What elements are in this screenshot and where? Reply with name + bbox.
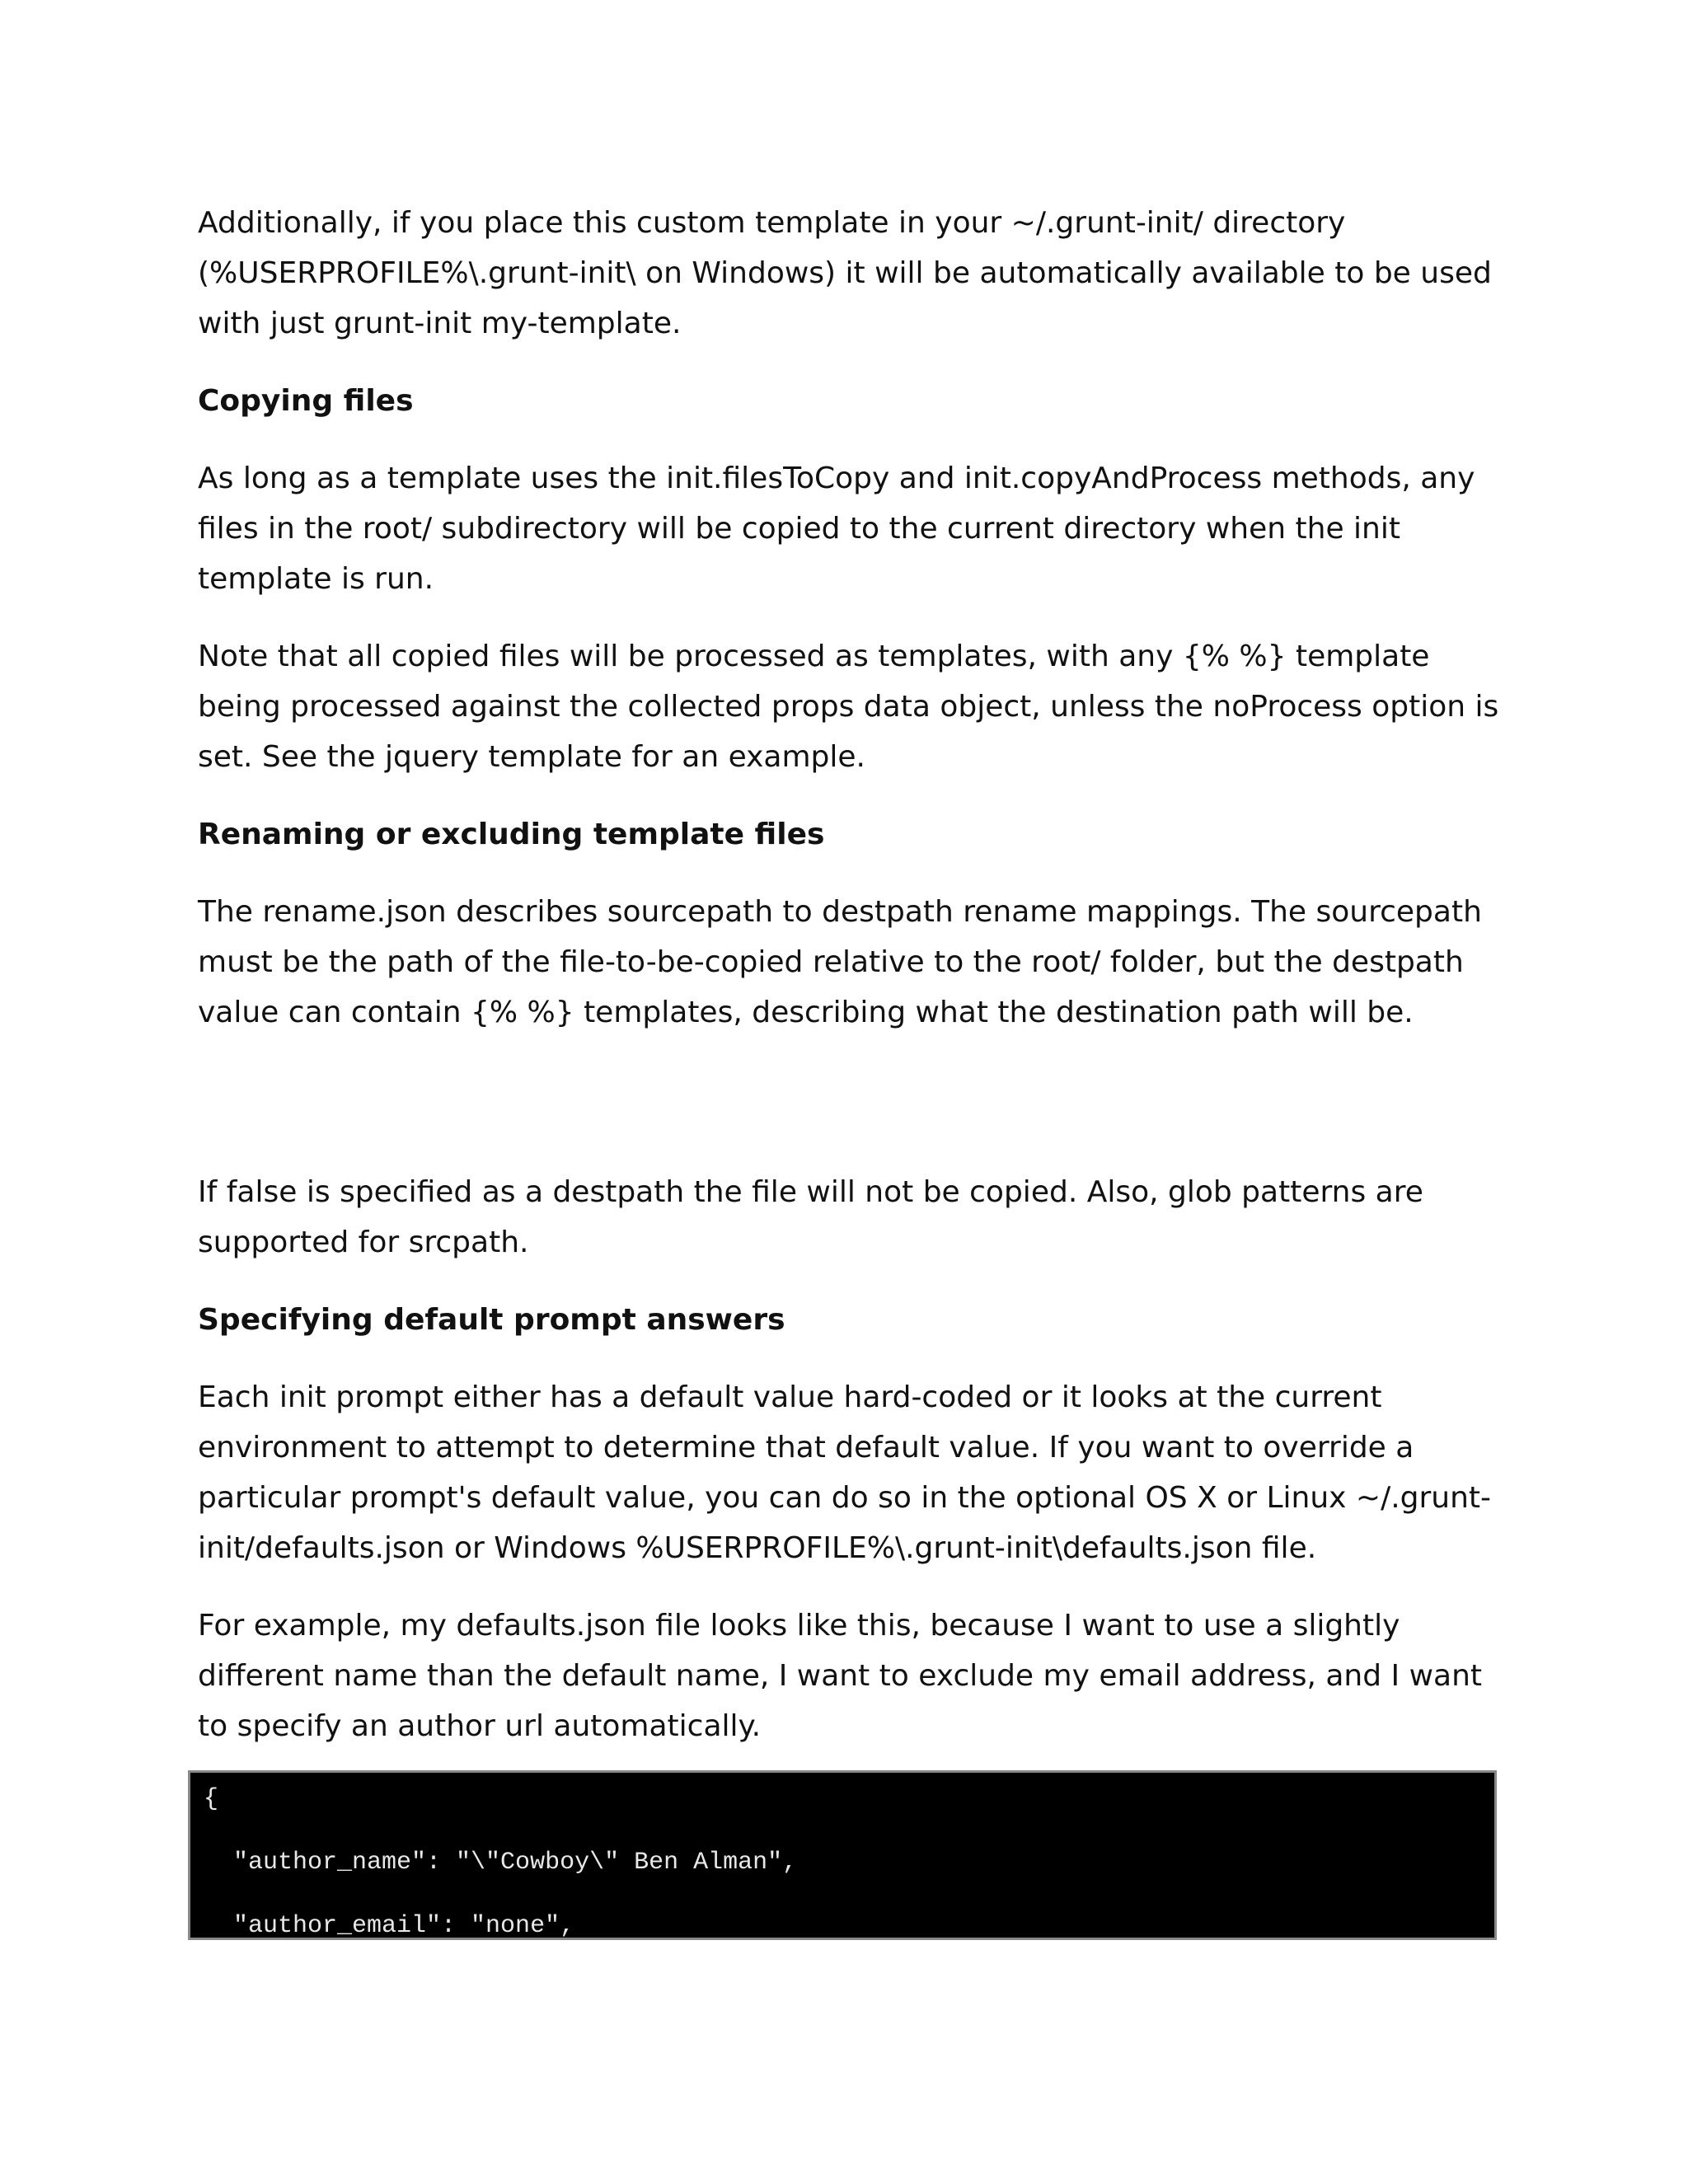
heading-default-prompt-answers: Specifying default prompt answers [198, 1303, 785, 1337]
paragraph-processed-templates: Note that all copied files will be processed as templates, with any {% %} template being processed against the collected props data object, unless the noProcess option is set. See the jquery template for an example. [198, 640, 1499, 774]
code-line: { [204, 1785, 219, 1813]
paragraph-init-prompt: Each init prompt either has a default value hard-coded or it looks at the current environment to attempt to determine that default value. If you want to override a particular prompt's default value, you can do so in the optional OS X or Linux ~/.grunt-init/defaults.json or Windows %USERPROFILE%\.grunt-init\defaults.json file. [198, 1380, 1492, 1565]
paragraph-defaults-example: For example, my defaults.json file looks like this, because I want to use a slightly different name than the default name, I want to exclude my email address, and I want to specify an author url automatically. [198, 1609, 1483, 1743]
paragraph-custom-template: Additionally, if you place this custom template in your ~/.grunt-init/ directory (%USERPROFILE%\.grunt-init\ on Windows) it will be automatically available to be used with just grunt-init my-template. [198, 206, 1492, 340]
paragraph-rename-json: The rename.json describes sourcepath to destpath rename mappings. The sourcepath must be the path of the file-to-be-copied relative to the root/ folder, but the destpath value can contain {% %} templates, describing what the destination path will be. [198, 895, 1482, 1029]
code-line: "author_name": "\"Cowboy\" Ben Alman", [204, 1849, 798, 1877]
heading-renaming-files: Renaming or excluding template files [198, 818, 825, 851]
heading-copying-files: Copying files [198, 384, 414, 418]
code-line: "author_email": "none", [204, 1912, 575, 1940]
paragraph-copying-files: As long as a template uses the init.filesToCopy and init.copyAndProcess methods, any files in the root/ subdirectory will be copied to the current directory when the init template is run. [198, 462, 1475, 596]
document-body [198, 198, 1500, 1779]
paragraph-false-destpath: If false is specified as a destpath the file will not be copied. Also, glob patterns are supported for srcpath. [198, 1175, 1423, 1259]
code-block-defaults-json [188, 1770, 1497, 1940]
blank-space [198, 1065, 1500, 1167]
